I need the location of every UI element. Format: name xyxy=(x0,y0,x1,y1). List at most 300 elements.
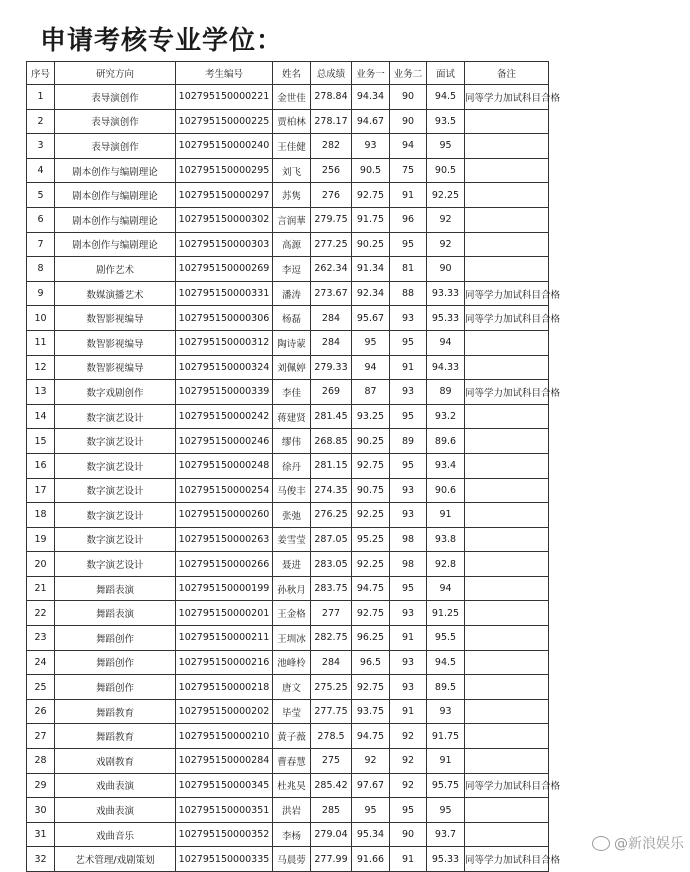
cell-interview: 91 xyxy=(427,749,465,774)
table-row xyxy=(27,503,549,528)
cell-direction: 数字演艺设计 xyxy=(55,478,176,503)
cell-candidate-id: 102795150000225 xyxy=(176,109,273,134)
header-subject-1: 业务一 xyxy=(352,62,390,85)
cell-total: 284 xyxy=(311,330,352,355)
cell-name: 王圳冰 xyxy=(273,626,311,651)
cell-no: 28 xyxy=(27,749,55,774)
table-row xyxy=(27,601,549,626)
cell-subject-1: 95.67 xyxy=(352,306,390,331)
cell-subject-1: 95 xyxy=(352,330,390,355)
table-row xyxy=(27,158,549,183)
cell-name: 聂进 xyxy=(273,552,311,577)
cell-remarks: 同等学力加试科目合格 xyxy=(465,847,549,872)
header-total: 总成绩 xyxy=(311,62,352,85)
cell-subject-1: 92 xyxy=(352,749,390,774)
cell-remarks xyxy=(465,675,549,700)
cell-subject-2: 98 xyxy=(390,527,427,552)
cell-total: 282.75 xyxy=(311,626,352,651)
cell-subject-1: 91.66 xyxy=(352,847,390,872)
table-row xyxy=(27,257,549,282)
cell-remarks xyxy=(465,576,549,601)
cell-candidate-id: 102795150000199 xyxy=(176,576,273,601)
cell-no: 15 xyxy=(27,429,55,454)
cell-interview: 91 xyxy=(427,503,465,528)
cell-subject-2: 90 xyxy=(390,85,427,110)
cell-total: 278.84 xyxy=(311,85,352,110)
cell-name: 李佳 xyxy=(273,380,311,405)
cell-subject-2: 90 xyxy=(390,109,427,134)
table-row xyxy=(27,675,549,700)
cell-subject-1: 93.75 xyxy=(352,699,390,724)
cell-name: 高源 xyxy=(273,232,311,257)
cell-candidate-id: 102795150000246 xyxy=(176,429,273,454)
cell-interview: 95.33 xyxy=(427,847,465,872)
cell-name: 贾柏林 xyxy=(273,109,311,134)
cell-interview: 95.5 xyxy=(427,626,465,651)
cell-interview: 94.33 xyxy=(427,355,465,380)
cell-candidate-id: 102795150000352 xyxy=(176,822,273,847)
table-row xyxy=(27,380,549,405)
cell-interview: 93.5 xyxy=(427,109,465,134)
table-row xyxy=(27,822,549,847)
cell-remarks xyxy=(465,650,549,675)
cell-direction: 数智影视编导 xyxy=(55,306,176,331)
cell-no: 29 xyxy=(27,773,55,798)
table-header-row xyxy=(27,62,549,85)
cell-total: 262.34 xyxy=(311,257,352,282)
cell-subject-2: 95 xyxy=(390,404,427,429)
cell-name: 唐文 xyxy=(273,675,311,700)
cell-subject-1: 94.67 xyxy=(352,109,390,134)
cell-subject-1: 92.25 xyxy=(352,503,390,528)
cell-name: 曹春慧 xyxy=(273,749,311,774)
cell-candidate-id: 102795150000266 xyxy=(176,552,273,577)
cell-interview: 95 xyxy=(427,134,465,159)
cell-total: 283.75 xyxy=(311,576,352,601)
cell-total: 269 xyxy=(311,380,352,405)
cell-subject-1: 91.75 xyxy=(352,207,390,232)
cell-subject-2: 93 xyxy=(390,650,427,675)
cell-remarks xyxy=(465,134,549,159)
cell-total: 278.17 xyxy=(311,109,352,134)
cell-candidate-id: 102795150000218 xyxy=(176,675,273,700)
cell-name: 蒋建贤 xyxy=(273,404,311,429)
cell-interview: 95.33 xyxy=(427,306,465,331)
cell-subject-2: 95 xyxy=(390,798,427,823)
cell-remarks xyxy=(465,453,549,478)
cell-no: 3 xyxy=(27,134,55,159)
cell-no: 19 xyxy=(27,527,55,552)
table-row xyxy=(27,232,549,257)
cell-total: 281.15 xyxy=(311,453,352,478)
cell-direction: 数字演艺设计 xyxy=(55,404,176,429)
cell-direction: 剧作艺术 xyxy=(55,257,176,282)
cell-subject-1: 95.34 xyxy=(352,822,390,847)
cell-candidate-id: 102795150000351 xyxy=(176,798,273,823)
cell-subject-1: 92.25 xyxy=(352,552,390,577)
table-row xyxy=(27,626,549,651)
cell-subject-2: 95 xyxy=(390,576,427,601)
cell-total: 277.25 xyxy=(311,232,352,257)
cell-remarks xyxy=(465,601,549,626)
cell-name: 潘涛 xyxy=(273,281,311,306)
cell-remarks: 同等学力加试科目合格 xyxy=(465,281,549,306)
cell-candidate-id: 102795150000201 xyxy=(176,601,273,626)
cell-subject-1: 92.34 xyxy=(352,281,390,306)
cell-name: 杜兆昊 xyxy=(273,773,311,798)
cell-direction: 舞蹈表演 xyxy=(55,576,176,601)
cell-no: 8 xyxy=(27,257,55,282)
cell-direction: 数字戏剧创作 xyxy=(55,380,176,405)
cell-direction: 表导演创作 xyxy=(55,134,176,159)
cell-name: 毕莹 xyxy=(273,699,311,724)
watermark xyxy=(592,833,684,853)
cell-no: 11 xyxy=(27,330,55,355)
cell-total: 283.05 xyxy=(311,552,352,577)
table-row xyxy=(27,699,549,724)
cell-candidate-id: 102795150000240 xyxy=(176,134,273,159)
cell-no: 4 xyxy=(27,158,55,183)
weibo-logo-icon xyxy=(592,836,610,851)
cell-remarks xyxy=(465,478,549,503)
cell-direction: 数媒演播艺术 xyxy=(55,281,176,306)
cell-total: 285 xyxy=(311,798,352,823)
cell-interview: 93.7 xyxy=(427,822,465,847)
cell-interview: 90 xyxy=(427,257,465,282)
cell-subject-1: 95 xyxy=(352,798,390,823)
cell-interview: 89.6 xyxy=(427,429,465,454)
cell-remarks xyxy=(465,330,549,355)
cell-direction: 舞蹈创作 xyxy=(55,626,176,651)
cell-total: 281.45 xyxy=(311,404,352,429)
table-row xyxy=(27,109,549,134)
cell-total: 277 xyxy=(311,601,352,626)
cell-name: 徐丹 xyxy=(273,453,311,478)
cell-direction: 舞蹈创作 xyxy=(55,650,176,675)
cell-candidate-id: 102795150000248 xyxy=(176,453,273,478)
table-row xyxy=(27,134,549,159)
cell-subject-2: 95 xyxy=(390,232,427,257)
cell-name: 苏隽 xyxy=(273,183,311,208)
cell-subject-2: 88 xyxy=(390,281,427,306)
cell-subject-2: 91 xyxy=(390,699,427,724)
cell-subject-1: 94.75 xyxy=(352,576,390,601)
cell-interview: 93.2 xyxy=(427,404,465,429)
watermark-text: @新浪娱乐 xyxy=(614,836,684,852)
cell-total: 279.75 xyxy=(311,207,352,232)
cell-name: 马晨蒡 xyxy=(273,847,311,872)
cell-direction: 剧本创作与编剧理论 xyxy=(55,183,176,208)
cell-no: 27 xyxy=(27,724,55,749)
cell-subject-1: 92.75 xyxy=(352,675,390,700)
cell-subject-2: 95 xyxy=(390,330,427,355)
cell-subject-2: 81 xyxy=(390,257,427,282)
table-row xyxy=(27,749,549,774)
cell-candidate-id: 102795150000339 xyxy=(176,380,273,405)
cell-direction: 戏曲表演 xyxy=(55,773,176,798)
cell-interview: 93.8 xyxy=(427,527,465,552)
cell-remarks xyxy=(465,257,549,282)
cell-no: 22 xyxy=(27,601,55,626)
cell-candidate-id: 102795150000303 xyxy=(176,232,273,257)
cell-candidate-id: 102795150000242 xyxy=(176,404,273,429)
cell-no: 13 xyxy=(27,380,55,405)
cell-candidate-id: 102795150000302 xyxy=(176,207,273,232)
cell-no: 18 xyxy=(27,503,55,528)
cell-candidate-id: 102795150000263 xyxy=(176,527,273,552)
cell-remarks xyxy=(465,699,549,724)
cell-direction: 戏曲音乐 xyxy=(55,822,176,847)
cell-subject-2: 93 xyxy=(390,306,427,331)
cell-subject-1: 90.25 xyxy=(352,232,390,257)
cell-no: 26 xyxy=(27,699,55,724)
cell-total: 274.35 xyxy=(311,478,352,503)
cell-remarks: 同等学力加试科目合格 xyxy=(465,773,549,798)
admission-table xyxy=(26,61,561,872)
cell-remarks xyxy=(465,429,549,454)
cell-direction: 剧本创作与编剧理论 xyxy=(55,232,176,257)
cell-subject-1: 87 xyxy=(352,380,390,405)
cell-direction: 舞蹈教育 xyxy=(55,699,176,724)
cell-name: 刘飞 xyxy=(273,158,311,183)
cell-remarks: 同等学力加试科目合格 xyxy=(465,85,549,110)
cell-name: 黄子薇 xyxy=(273,724,311,749)
cell-remarks xyxy=(465,355,549,380)
cell-subject-1: 94.34 xyxy=(352,85,390,110)
cell-no: 10 xyxy=(27,306,55,331)
cell-interview: 95 xyxy=(427,798,465,823)
cell-interview: 90.5 xyxy=(427,158,465,183)
cell-total: 277.99 xyxy=(311,847,352,872)
cell-name: 马俊丰 xyxy=(273,478,311,503)
cell-direction: 舞蹈教育 xyxy=(55,724,176,749)
cell-subject-1: 92.75 xyxy=(352,183,390,208)
cell-no: 6 xyxy=(27,207,55,232)
cell-remarks: 同等学力加试科目合格 xyxy=(465,380,549,405)
cell-candidate-id: 102795150000331 xyxy=(176,281,273,306)
cell-interview: 94 xyxy=(427,330,465,355)
cell-subject-2: 91 xyxy=(390,183,427,208)
cell-candidate-id: 102795150000324 xyxy=(176,355,273,380)
cell-name: 刘佩婷 xyxy=(273,355,311,380)
cell-remarks xyxy=(465,503,549,528)
cell-total: 284 xyxy=(311,650,352,675)
cell-direction: 剧本创作与编剧理论 xyxy=(55,207,176,232)
cell-interview: 94.5 xyxy=(427,650,465,675)
cell-name: 言润華 xyxy=(273,207,311,232)
cell-subject-1: 93.25 xyxy=(352,404,390,429)
cell-candidate-id: 102795150000295 xyxy=(176,158,273,183)
cell-direction: 戏剧教育 xyxy=(55,749,176,774)
cell-total: 276 xyxy=(311,183,352,208)
cell-subject-1: 90.75 xyxy=(352,478,390,503)
cell-no: 31 xyxy=(27,822,55,847)
cell-remarks xyxy=(465,183,549,208)
cell-subject-2: 93 xyxy=(390,675,427,700)
cell-name: 李杨 xyxy=(273,822,311,847)
cell-interview: 95.75 xyxy=(427,773,465,798)
cell-name: 张弛 xyxy=(273,503,311,528)
cell-no: 32 xyxy=(27,847,55,872)
cell-direction: 数字演艺设计 xyxy=(55,527,176,552)
cell-no: 14 xyxy=(27,404,55,429)
cell-subject-2: 98 xyxy=(390,552,427,577)
cell-subject-1: 93 xyxy=(352,134,390,159)
cell-subject-1: 92.75 xyxy=(352,601,390,626)
cell-subject-1: 97.67 xyxy=(352,773,390,798)
table-row xyxy=(27,847,549,872)
cell-subject-2: 92 xyxy=(390,773,427,798)
cell-remarks xyxy=(465,724,549,749)
cell-no: 30 xyxy=(27,798,55,823)
table-row xyxy=(27,478,549,503)
cell-no: 17 xyxy=(27,478,55,503)
cell-interview: 92.25 xyxy=(427,183,465,208)
cell-no: 25 xyxy=(27,675,55,700)
cell-subject-1: 92.75 xyxy=(352,453,390,478)
cell-interview: 91.25 xyxy=(427,601,465,626)
table-row xyxy=(27,85,549,110)
cell-candidate-id: 102795150000306 xyxy=(176,306,273,331)
cell-name: 李逗 xyxy=(273,257,311,282)
header-name: 姓名 xyxy=(273,62,311,85)
cell-subject-2: 94 xyxy=(390,134,427,159)
cell-no: 23 xyxy=(27,626,55,651)
cell-remarks xyxy=(465,626,549,651)
table-row xyxy=(27,773,549,798)
cell-subject-1: 94 xyxy=(352,355,390,380)
cell-direction: 数智影视编导 xyxy=(55,355,176,380)
cell-interview: 93 xyxy=(427,699,465,724)
cell-direction: 数字演艺设计 xyxy=(55,503,176,528)
cell-remarks xyxy=(465,109,549,134)
cell-interview: 93.4 xyxy=(427,453,465,478)
cell-interview: 89.5 xyxy=(427,675,465,700)
cell-subject-2: 89 xyxy=(390,429,427,454)
table-row xyxy=(27,404,549,429)
cell-name: 洪岩 xyxy=(273,798,311,823)
cell-direction: 数字演艺设计 xyxy=(55,453,176,478)
cell-remarks xyxy=(465,798,549,823)
cell-subject-1: 95.25 xyxy=(352,527,390,552)
cell-direction: 数字演艺设计 xyxy=(55,429,176,454)
cell-total: 275 xyxy=(311,749,352,774)
cell-subject-2: 91 xyxy=(390,355,427,380)
page-title: 申请考核专业学位： xyxy=(40,26,284,56)
table-row xyxy=(27,453,549,478)
cell-candidate-id: 102795150000202 xyxy=(176,699,273,724)
cell-total: 275.25 xyxy=(311,675,352,700)
cell-direction: 数字演艺设计 xyxy=(55,552,176,577)
cell-subject-2: 90 xyxy=(390,822,427,847)
cell-total: 277.75 xyxy=(311,699,352,724)
cell-candidate-id: 102795150000269 xyxy=(176,257,273,282)
cell-direction: 表导演创作 xyxy=(55,109,176,134)
cell-remarks xyxy=(465,552,549,577)
cell-candidate-id: 102795150000345 xyxy=(176,773,273,798)
cell-subject-2: 93 xyxy=(390,380,427,405)
cell-candidate-id: 102795150000284 xyxy=(176,749,273,774)
cell-interview: 94.5 xyxy=(427,85,465,110)
table-row xyxy=(27,306,549,331)
cell-subject-1: 94.75 xyxy=(352,724,390,749)
cell-name: 杨磊 xyxy=(273,306,311,331)
cell-direction: 剧本创作与编剧理论 xyxy=(55,158,176,183)
cell-subject-1: 96.25 xyxy=(352,626,390,651)
cell-total: 282 xyxy=(311,134,352,159)
header-remarks: 备注 xyxy=(465,62,549,85)
table-row xyxy=(27,527,549,552)
cell-remarks xyxy=(465,232,549,257)
cell-name: 王金格 xyxy=(273,601,311,626)
cell-interview: 89 xyxy=(427,380,465,405)
cell-subject-2: 93 xyxy=(390,601,427,626)
cell-candidate-id: 102795150000216 xyxy=(176,650,273,675)
cell-subject-2: 92 xyxy=(390,749,427,774)
header-interview: 面试 xyxy=(427,62,465,85)
cell-subject-1: 90.25 xyxy=(352,429,390,454)
table-row xyxy=(27,207,549,232)
table-row xyxy=(27,355,549,380)
cell-total: 268.85 xyxy=(311,429,352,454)
cell-interview: 93.33 xyxy=(427,281,465,306)
cell-interview: 94 xyxy=(427,576,465,601)
cell-remarks xyxy=(465,749,549,774)
cell-name: 姜雪莹 xyxy=(273,527,311,552)
cell-no: 2 xyxy=(27,109,55,134)
cell-no: 12 xyxy=(27,355,55,380)
cell-no: 1 xyxy=(27,85,55,110)
cell-subject-1: 96.5 xyxy=(352,650,390,675)
cell-candidate-id: 102795150000297 xyxy=(176,183,273,208)
cell-remarks xyxy=(465,404,549,429)
cell-subject-1: 91.34 xyxy=(352,257,390,282)
cell-no: 16 xyxy=(27,453,55,478)
cell-direction: 舞蹈创作 xyxy=(55,675,176,700)
table-row xyxy=(27,798,549,823)
cell-total: 256 xyxy=(311,158,352,183)
cell-interview: 92 xyxy=(427,207,465,232)
cell-candidate-id: 102795150000335 xyxy=(176,847,273,872)
cell-total: 279.33 xyxy=(311,355,352,380)
header-candidate-id: 考生编号 xyxy=(176,62,273,85)
cell-remarks: 同等学力加试科目合格 xyxy=(465,306,549,331)
cell-total: 285.42 xyxy=(311,773,352,798)
cell-direction: 数智影视编导 xyxy=(55,330,176,355)
cell-direction: 戏曲表演 xyxy=(55,798,176,823)
table-row xyxy=(27,183,549,208)
table-row xyxy=(27,576,549,601)
table-row xyxy=(27,724,549,749)
cell-remarks xyxy=(465,822,549,847)
cell-total: 287.05 xyxy=(311,527,352,552)
cell-candidate-id: 102795150000210 xyxy=(176,724,273,749)
cell-no: 5 xyxy=(27,183,55,208)
cell-subject-2: 93 xyxy=(390,478,427,503)
cell-direction: 舞蹈表演 xyxy=(55,601,176,626)
cell-interview: 92.8 xyxy=(427,552,465,577)
cell-candidate-id: 102795150000211 xyxy=(176,626,273,651)
cell-total: 276.25 xyxy=(311,503,352,528)
cell-candidate-id: 102795150000260 xyxy=(176,503,273,528)
cell-name: 缪伟 xyxy=(273,429,311,454)
cell-remarks xyxy=(465,207,549,232)
header-subject-2: 业务二 xyxy=(390,62,427,85)
cell-name: 孙秋月 xyxy=(273,576,311,601)
cell-name: 金世佳 xyxy=(273,85,311,110)
cell-total: 273.67 xyxy=(311,281,352,306)
cell-direction: 艺术管理/戏剧策划 xyxy=(55,847,176,872)
